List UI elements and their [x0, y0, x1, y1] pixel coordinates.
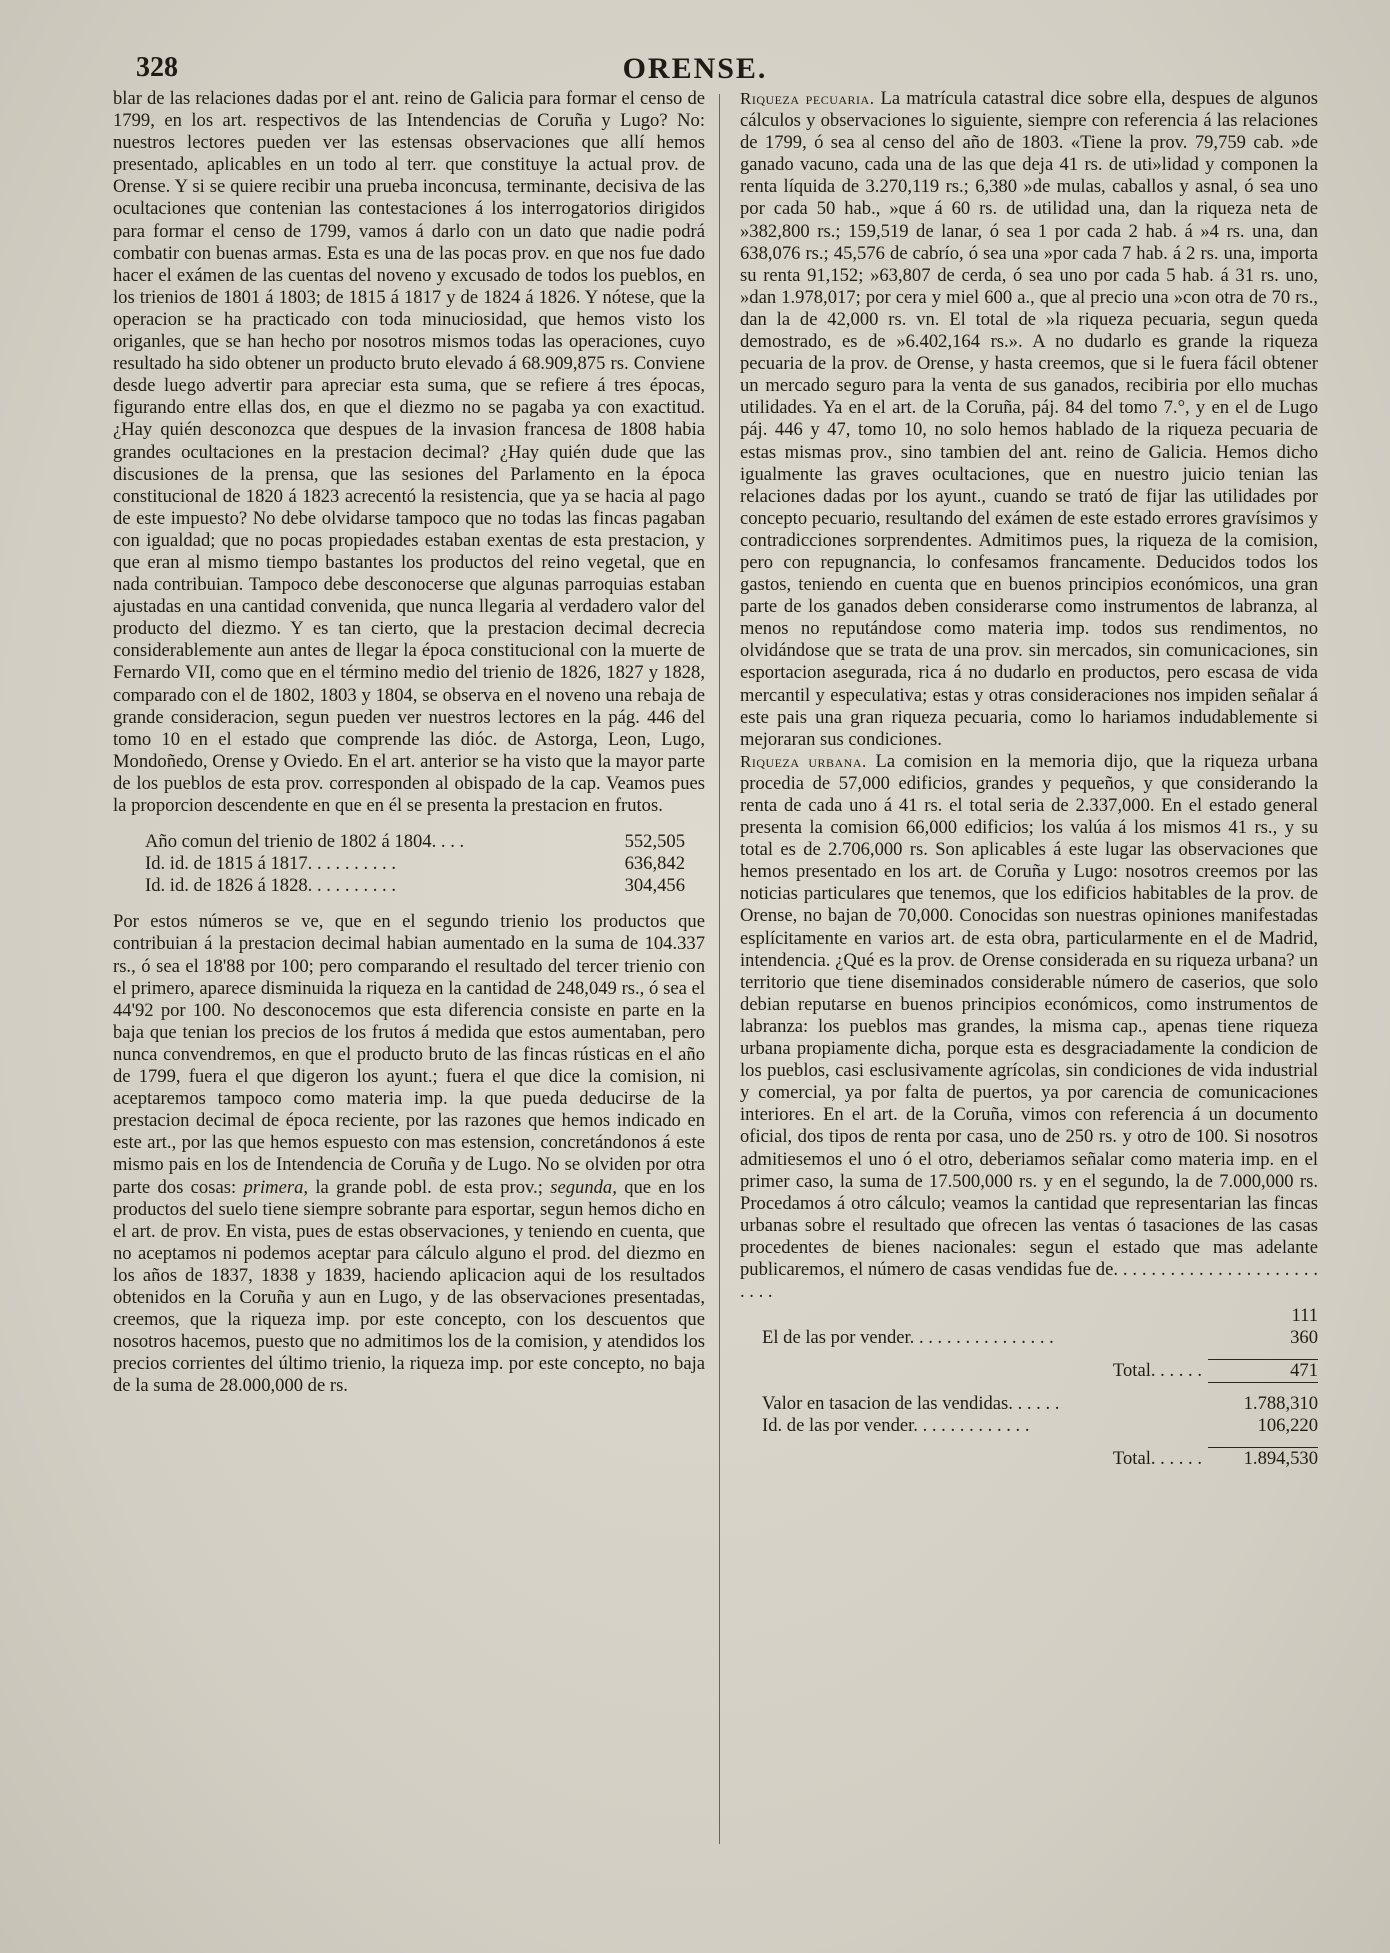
paragraph-riqueza-pecuaria — [740, 88, 1318, 751]
valuation-unsold-value: 106,220 — [1257, 1415, 1318, 1437]
total-houses-label: Total. . . . . . — [1112, 1360, 1202, 1382]
table-row — [145, 875, 685, 897]
paragraph-riqueza-urbana — [740, 751, 1318, 1303]
row-value: 552,505 — [624, 831, 685, 853]
paragraph-conclusion — [113, 911, 705, 1397]
rubric-urbana: Riqueza urbana. — [740, 751, 867, 771]
table-row — [145, 853, 685, 875]
row-value: 304,456 — [624, 875, 685, 897]
row-value: 636,842 — [624, 853, 685, 875]
page-number: 328 — [136, 52, 178, 83]
total-valuation-value: 1.894,530 — [1208, 1448, 1318, 1471]
unsold-label: El de las por vender. . . . . . . . . . . . . . . . — [762, 1327, 1054, 1349]
right-column — [740, 88, 1318, 1470]
diezmo-table — [145, 831, 685, 897]
conclusion-text-b: la grande pobl. de esta prov.; — [308, 1176, 551, 1198]
total-houses-value: 471 — [1208, 1360, 1318, 1383]
row-label: Año comun del trienio de 1802 á 1804. . . . — [145, 831, 465, 853]
conclusion-text-c: que en los productos del suelo tiene siempre sobrante para esportar, segun hemos dicho en el art. de prov. En vista, pues de estas observaciones, y teniendo en cuenta, que no aceptamos ni podemos aceptar para cálculo alguno el prod. del diezmo en los años de 1837, 1838 y 1839, haciendo aplicacion aqui de los resultados obtenidos en la Coruña y aun en Lugo, y de las observaciones presentadas, creemos, que la riqueza imp. por este concepto, con los descuentos que nosotros hacemos, puesto que no admitimos los de la comision, y atendidos los precios corrientes del último trienio, la riqueza imp. por este concepto, no baja de la suma de 28.000,000 de rs. — [113, 1176, 705, 1397]
table-row — [740, 1360, 1318, 1383]
valuation-sold-value: 1.788,310 — [1243, 1393, 1318, 1415]
valuation-unsold-label: Id. de las por vender. . . . . . . . . . . . . — [762, 1415, 1030, 1437]
rubric-pecuaria: Riqueza pecuaria. — [740, 89, 875, 108]
valuation-sold-label: Valor en tasacion de las vendidas. . . . . . — [762, 1393, 1060, 1415]
table-row — [740, 1393, 1318, 1415]
sold-count: 111 — [1291, 1305, 1318, 1327]
paragraph-diezmo: blar de las relaciones dadas por el ant. reino de Galicia para formar el censo de 1799, en los art. respectivos de las Intendencias de Coruña y Lugo? No: nuestros lectores pueden ver las estensas observaciones que allí hemos presentado, aplicables en un todo al terr. que constituye la actual prov. de Orense. Y si se quiere recibir una prueba inconcusa, terminante, decisiva de las ocultaciones que contenian las contestaciones á los interrogatorios dirigidos para formar el censo de 1799, vamos á darlo con un dato que nadie podrá combatir con buenas armas. Esta es una de las pocas prov. en que nos fue dado hacer el exámen de las cuentas del noveno y excusado de todos los pueblos, en los trienios de 1801 á 1803; de 1815 á 1817 y de 1824 á 1826. Y nótese, que la operacion se ha practicado con toda minuciosidad, que hemos visto los origanles, que se han hecho por nosotros mismos todas las operaciones, cuyo resultado ha sido obtener un producto bruto elevado á 68.909,875 rs. Conviene desde luego advertir para apreciar esta suma, que se refiere á tres épocas, figurando entre ellas dos, en que el diezmo no se pagaba ya con exactitud. ¿Hay quién desconozca que despues de la invasion francesa de 1808 habia grandes ocultaciones en la prestacion decimal? ¿Hay quién dude que las discusiones de la prensa, que las sesiones del Parlamento en la época constitucional de 1820 á 1823 acrecentó la resistencia, que ya se hacia al pago de este impuesto? No debe olvidarse tampoco que no todas las fincas pagaban con igualdad; que no pocas propiedades estaban exentas de esta prestacion, y que eran al mismo tiempo bastantes los productos del reino vegetal, que en nada contribuian. Tampoco debe desconocerse que algunas parroquias estaban ajustadas en una cantidad convenida, que nunca llegaria al verdadero valor del producto del diezmo. Y es tan cierto, que la prestacion decimal decrecia considerablemente aun antes de llegar la época constitucional con la muerte de Fernardo VII, como que en el término medio del trienio de 1826, 1827 y 1828, comparado con el de 1802, 1803 y 1804, se observa en el noveno una rebaja de grande consideracion, segun pueden ver nuestros lectores en la pág. 446 del tomo 10 en el estado que comprende las dióc. de Astorga, Leon, Lugo, Mondoñedo, Orense y Oviedo. En el art. anterior se ha visto que la mayor parte de los pueblos de esta prov. corresponden al obispado de la cap. Veamos pues la proporcion descendente en que en él se presenta la prestacion en frutos. — [113, 88, 705, 816]
emphasis-primera: primera, — [243, 1176, 309, 1198]
houses-totals-table — [740, 1305, 1318, 1470]
pecuaria-text: La matrícula catastral dice sobre ella, despues de algunos cálculos y observaciones lo siguiente, siempre con referencia á las relaciones de 1799, ó sea al censo del año de 1803. «Tiene la prov. 79,759 cab. »de ganado vacuno, cada una de las que deja 41 rs. de uti»lidad y componen la renta líquida de 3.270,119 rs.; 6,380 »de mulas, caballos y asnal, ó sea uno por cada 50 hab., »que á 60 rs. de utilidad una, dan la riqueza neta de »382,800 rs.; 159,519 de lanar, ó sea 1 por cada 2 hab. á »4 rs. una, dan 638,076 rs.; 45,576 de cabrío, ó sea una »por cada 7 hab. á 2 rs. una, importa su renta 91,152; »63,807 de cerda, ó sea uno por cada 5 hab. á 31 rs. uno, »dan 1.978,017; por cera y miel 600 a., que al precio una »con otra de 70 rs., dan la de 42,000 rs. vn. El total de »la riqueza pecuaria, segun queda demostrado, es de »6.402,164 rs.». A no dudarlo es grande la riqueza pecuaria de la prov. de Orense, y hasta creemos, que si le fuera fácil obtener un mercado seguro para la venta de sus ganados, recibiria por ello muchas utilidades. Ya en el art. de la Coruña, páj. 84 del tomo 7.°, y en el de Lugo páj. 446 y 47, tomo 10, no solo hemos hablado de la riqueza pecuaria de estas mismas prov., sino tambien del ant. reino de Galicia. Hemos dicho igualmente las graves ocultaciones, que en nuestro juicio tenian las relaciones dadas por los ayunt., cuando se trató de fijar las utilidades por concepto pecuario, resultando del exámen de este estado errores gravísimos y contradicciones sorprendentes. Admitimos pues, la riqueza de la comision, pero con repugnancia, lo confesamos francamente. Deducidos todos los gastos, teniendo en cuenta que en buenos principios económicos, una gran parte de los ganados deben considerarse como instrumentos de labranza, al menos no reputándose como materia imp. todos sus rendimentos, no olvidándose que se trata de una prov. sin mercados, sin comunicaciones, sin esportacion asegurada, rica á no dudarlo en productos, pero escasa de vida mercantil y especulativa; estas y otras consideraciones nos impiden señalar á este pais una gran riqueza pecuaria, como lo hariamos indudablemente si mejoraran sus condiciones. — [740, 88, 1318, 750]
table-row — [740, 1415, 1318, 1437]
column-divider — [719, 94, 720, 1844]
row-label: Id. id. de 1815 á 1817. . . . . . . . . . — [145, 853, 396, 875]
table-row — [145, 831, 685, 853]
emphasis-segunda: segunda, — [550, 1176, 617, 1198]
conclusion-text-a: Por estos números se ve, que en el segundo trienio los productos que contribuian á la prestacion decimal habian aumentado en la suma de 104.337 rs., ó sea el 18'88 por 100; pero comparando el resultado del tercer trienio con el primero, aparece disminuida la riqueza en la cantidad de 248,049 rs., ó sea el 44'92 por 100. No desconocemos que esta diferencia consiste en parte en la baja que tenian los precios de los frutos á medida que estos aumentaban, pero nunca convendremos, en que el producto bruto de las fincas rústicas en el año de 1799, fuera el que digeron los ayunt.; fuera el que dice la comision, ni aceptaremos tampoco como materia imp. la que pueda deducirse de la prestacion decimal de época reciente, por las razones que hemos indicado en este art., por las que hemos espuesto con mas estension, concretándonos á este mismo pais en los de Intendencia de Coruña y de Lugo. No se olviden por otra parte dos cosas: — [113, 911, 705, 1198]
left-column — [113, 88, 705, 1397]
table-row — [740, 1305, 1318, 1327]
row-label: Id. id. de 1826 á 1828. . . . . . . . . . — [145, 875, 396, 897]
total-valuation-label: Total. . . . . . — [1112, 1447, 1202, 1469]
urbana-text: La comision en la memoria dijo, que la riqueza urbana procedia de 57,000 edificios, grandes y pequeños, y que considerando la renta de cada uno á 41 rs. el total seria de 2.337,000. En el estado general presenta la comision 66,000 edificios; los valúa á los mismos 41 rs., y su total es de 2.706,000 rs. Son aplicables á este lugar las observaciones que hemos presentado en los art. de Coruña y Lugo: nosotros creemos por las noticias particulares que tenemos, que los edificios habitables de la prov. de Orense, no bajan de 70,000. Conocidas son nuestras opiniones manifestadas esplícitamente en varios art. de esta obra, particularmente en el de Madrid, intendencia. ¿Qué es la prov. de Orense considerada en su riqueza urbana? un territorio que tiene diseminados considerable número de caserios, que solo debian reputarse en buenos principios económicos, como instrumentos de labranza: los pueblos mas grandes, la misma cap., apenas tiene riqueza urbana propiamente dicha, porque esta es desgraciadamente la condicion de los pueblos, casi esclusivamente agrícolas, sin condiciones de vida industrial y comercial, ya por falta de puertos, ya por carencia de comunicaciones interiores. En el art. de la Coruña, vimos con referencia á un documento oficial, dos tipos de renta por casa, uno de 250 rs. y otro de 100. Si nosotros admitiesemos el uno ó el otro, deberiamos señalar como materia imp. en el primer caso, la suma de 17.500,000 rs. y en el segundo, la de 7.000,000 rs. Procedamos á otro cálculo; veamos la cantidad que representarian las fincas urbanas sobre el resultado que ofrecen las ventas ó tasaciones de las casas procedentes de bienes nacionales: segun el estado que mas adelante publicaremos, el número de casas vendidas fue de. . . . . . . . . . . . . . . . . . . . . . . . . . — [740, 750, 1318, 1303]
table-row — [740, 1327, 1318, 1349]
table-row — [740, 1448, 1318, 1471]
unsold-count: 360 — [1290, 1327, 1318, 1349]
page-header — [0, 52, 1390, 92]
page-title: ORENSE. — [622, 52, 768, 85]
